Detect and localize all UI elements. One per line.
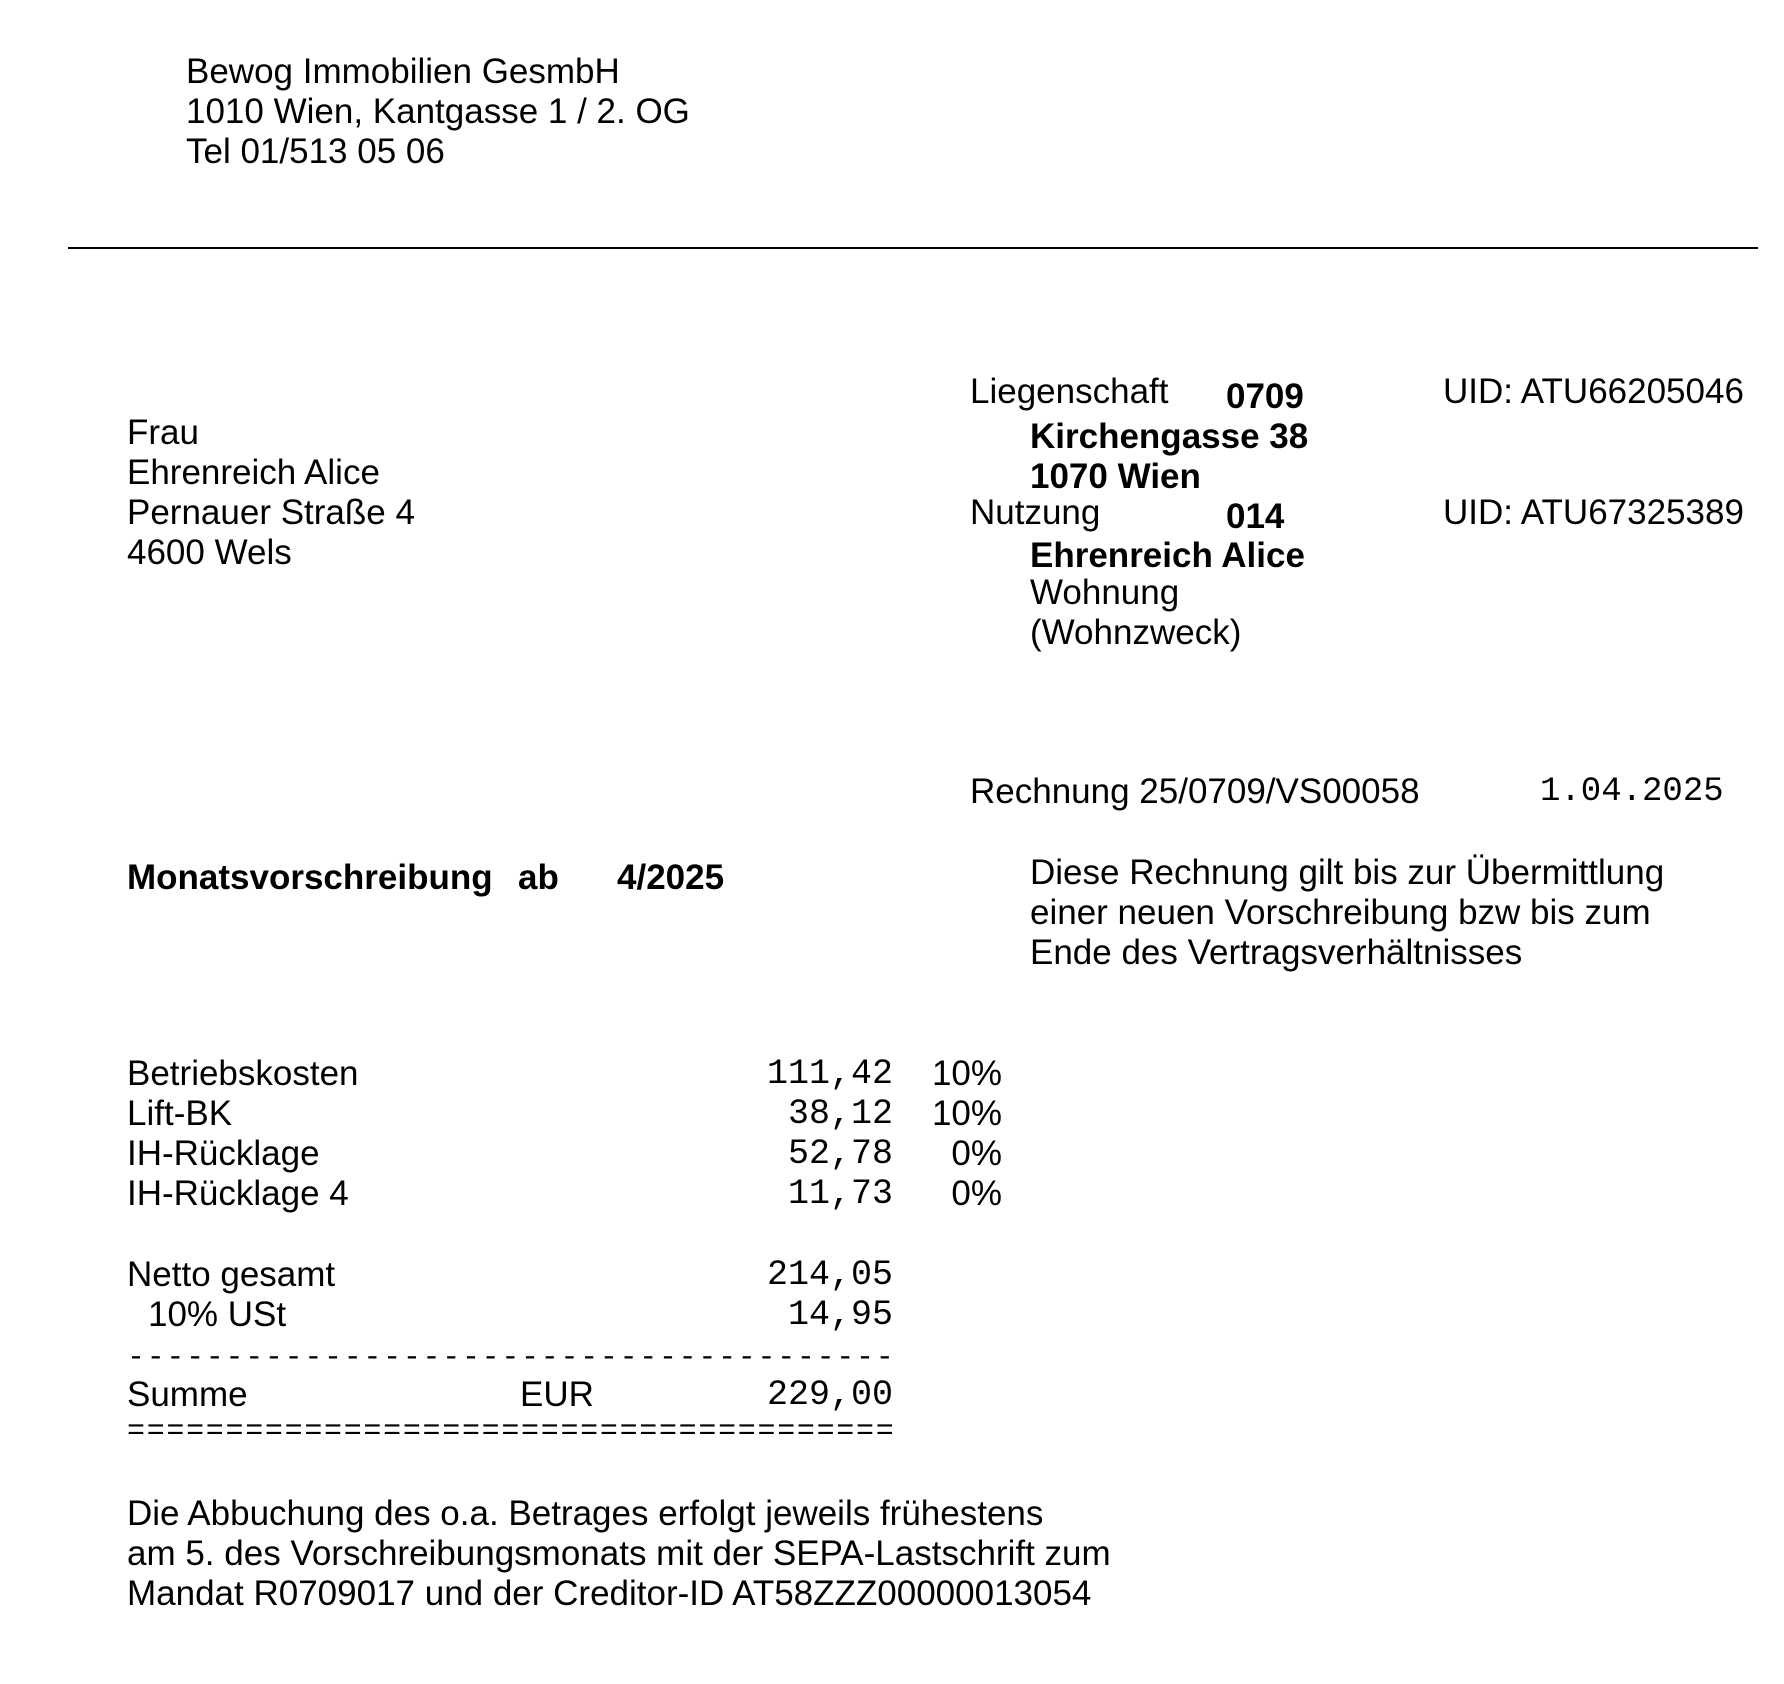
validity-note-line-2: einer neuen Vorschreibung bzw bis zum [1030,893,1651,932]
unit-type: Wohnung [1030,573,1180,612]
sender-address: 1010 Wien, Kantgasse 1 / 2. OG [186,92,690,131]
footer-note-line-3: Mandat R0709017 und der Creditor-ID AT58ZZZ00000013054 [127,1574,1092,1613]
dashed-separator: --------------------------------------- [127,1341,896,1375]
line-item-amount: 52,78 [787,1134,893,1174]
tenant-name: Ehrenreich Alice [1030,536,1305,575]
line-item-amount: 111,42 [766,1054,893,1094]
validity-note-line-1: Diese Rechnung gilt bis zur Übermittlung [1030,853,1665,892]
sum-amount: 229,00 [766,1375,893,1415]
line-item-label: Betriebskosten [127,1054,359,1093]
invoice-number: Rechnung 25/0709/VS00058 [970,772,1420,811]
liegenschaft-uid: UID: ATU66205046 [1443,372,1744,411]
sum-label: Summe [127,1375,248,1414]
sender-company: Bewog Immobilien GesmbH [186,52,620,91]
recipient-name: Ehrenreich Alice [127,453,380,492]
line-item-vat-rate: 0% [951,1134,1002,1173]
document-title-period: 4/2025 [617,858,725,897]
line-item-vat-rate: 10% [931,1094,1002,1133]
line-item-label: IH-Rücklage 4 [127,1174,349,1213]
double-separator: ======================================= [127,1415,896,1449]
liegenschaft-number: 0709 [1226,377,1304,416]
recipient-street: Pernauer Straße 4 [127,493,415,532]
footer-note-line-2: am 5. des Vorschreibungsmonats mit der SEPA-Lastschrift zum [127,1534,1111,1573]
vat-amount: 14,95 [787,1295,893,1335]
line-item-vat-rate: 0% [951,1174,1002,1213]
document-title-ab: ab [518,858,559,897]
line-item-amount: 11,73 [787,1174,893,1214]
liegenschaft-label: Liegenschaft [970,372,1169,411]
nutzung-number: 014 [1226,497,1285,536]
header-divider [68,247,1758,249]
vat-label: 10% USt [148,1295,287,1334]
line-item-label: IH-Rücklage [127,1134,320,1173]
nutzung-label: Nutzung [970,493,1101,532]
recipient-salutation: Frau [127,413,199,452]
unit-purpose: (Wohnzweck) [1030,613,1242,652]
property-city: 1070 Wien [1030,457,1201,496]
invoice-date: 1.04.2025 [1540,773,1724,811]
sum-currency: EUR [520,1375,594,1414]
net-total-label: Netto gesamt [127,1255,336,1294]
document-title: Monatsvorschreibung [127,858,493,897]
line-item-label: Lift-BK [127,1094,233,1133]
property-street: Kirchengasse 38 [1030,417,1309,456]
line-item-amount: 38,12 [787,1094,893,1134]
nutzung-uid: UID: ATU67325389 [1443,493,1744,532]
net-total-amount: 214,05 [766,1255,893,1295]
recipient-city: 4600 Wels [127,533,292,572]
sender-phone: Tel 01/513 05 06 [186,132,445,171]
validity-note-line-3: Ende des Vertragsverhältnisses [1030,933,1523,972]
line-item-vat-rate: 10% [931,1054,1002,1093]
footer-note-line-1: Die Abbuchung des o.a. Betrages erfolgt jeweils frühestens [127,1494,1044,1533]
